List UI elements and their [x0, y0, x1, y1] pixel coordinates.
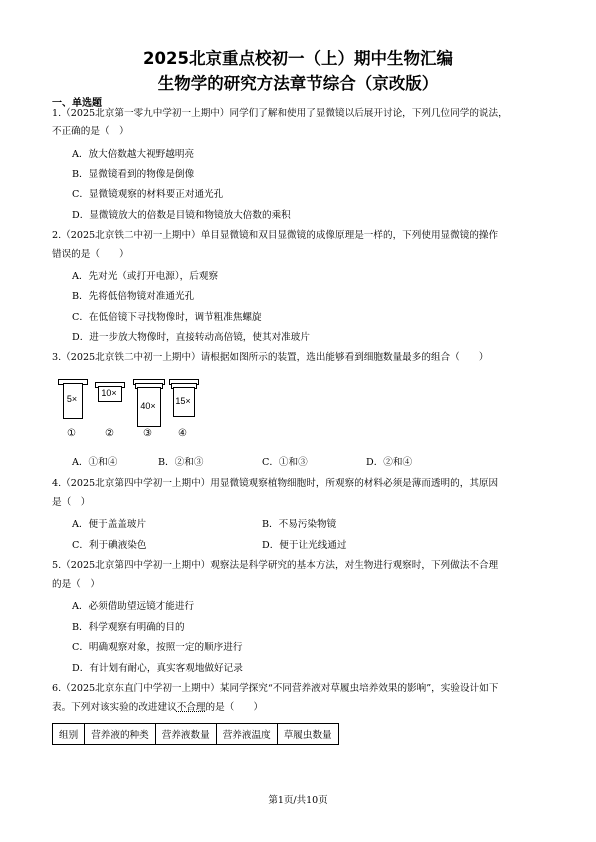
question-1-text: 1.（2025北京第一零九中学初一上期中）同学们了解和使用了显微镜以后展开讨论，下列几位同学的说法， — [52, 108, 508, 119]
question-3-option-b: B．②和③ — [158, 457, 204, 468]
section-heading: 一、单选题 — [52, 98, 102, 109]
question-6-text-end: 的是（ ） — [205, 702, 264, 713]
table-header-row — [53, 724, 339, 745]
table-header-cell: 组别 — [53, 724, 85, 745]
table-header-cell: 草履虫数量 — [277, 724, 338, 745]
question-4-option-c: C．利于碘液染色 — [72, 540, 147, 551]
figure-label-1: ① — [67, 428, 76, 439]
lens-label-1: 5× — [66, 394, 78, 404]
question-4-text: 4.（2025北京第四中学初一上期中）用显微镜观察植物细胞时，所观察的材料必须是薄而透明的，其原因 — [52, 478, 499, 489]
question-4-option-b: B．不易污染物镜 — [262, 519, 337, 530]
lens-label-3: 40× — [140, 401, 156, 411]
lens-label-2: 10× — [101, 388, 117, 398]
question-5-text: 5.（2025北京第四中学初一上期中）观察法是科学研究的基本方法，对生物进行观察时，下列做法不合理 — [52, 560, 499, 571]
table-header-cell: 营养液温度 — [216, 724, 277, 745]
question-2-option-b: B．先将低倍物镜对准通光孔 — [72, 291, 195, 302]
question-5-option-b: B．科学观察有明确的目的 — [72, 622, 185, 633]
question-1-text-cont: 不正确的是（ ） — [52, 126, 129, 137]
question-2-text: 2.（2025北京铁二中初一上期中）单目显微镜和双目显微镜的成像原理是一样的，下列使用显微镜的操作 — [52, 230, 499, 241]
question-2-text-cont: 错误的是（ ） — [52, 249, 129, 260]
question-1-option-a: A．放大倍数越大视野越明亮 — [72, 149, 195, 160]
question-4-option-d: D．便于让光线通过 — [262, 540, 347, 551]
question-2-option-c: C．在低倍镜下寻找物像时，调节粗准焦螺旋 — [72, 312, 262, 323]
question-1-option-d: D．显微镜放大的倍数是目镜和物镜放大倍数的乘积 — [72, 210, 291, 221]
question-1-option-c: C．显微镜观察的材料要正对通光孔 — [72, 189, 224, 200]
question-5-text-cont: 的是（ ） — [52, 579, 100, 590]
question-6-text-cont — [52, 702, 263, 714]
figure-label-2: ② — [105, 428, 114, 439]
question-1-option-b: B．显微镜看到的物像是倒像 — [72, 169, 195, 180]
question-5-option-d: D．有计划有耐心，真实客观地做好记录 — [72, 663, 243, 674]
question-3-option-d: D．②和④ — [366, 457, 413, 468]
question-3-text: 3.（2025北京铁二中初一上期中）请根据如图所示的装置，选出能够看到细胞数量最多的组合（ ） — [52, 352, 489, 363]
question-6-emphasis: 不合理 — [176, 702, 206, 713]
page-subtitle: 生物学的研究方法章节综合（京改版） — [157, 74, 439, 93]
figure-label-3: ③ — [143, 428, 152, 439]
experiment-table — [52, 723, 339, 745]
question-4-text-cont: 是（ ） — [52, 497, 91, 508]
question-3-option-a: A．①和④ — [72, 457, 118, 468]
question-2-option-d: D．进一步放大物像时，直接转动高倍镜，使其对准玻片 — [72, 332, 310, 343]
lens-label-4: 15× — [175, 396, 191, 406]
table-header-cell: 营养液数量 — [155, 724, 216, 745]
table-header-cell: 营养液的种类 — [85, 724, 156, 745]
question-3-option-c: C．①和③ — [262, 457, 308, 468]
page-title: 2025北京重点校初一（上）期中生物汇编 — [143, 49, 453, 68]
question-6-text: 6.（2025北京东直门中学初一上期中）某同学探究“不同营养液对草履虫培养效果的影响”，实验设计如下 — [52, 683, 499, 694]
question-6-text-part: 表。下列对该实验的改进建议 — [52, 702, 177, 713]
figure-label-4: ④ — [178, 428, 187, 439]
question-5-option-a: A．必须借助望远镜才能进行 — [72, 601, 195, 612]
page-footer: 第1页/共10页 — [268, 795, 328, 806]
question-2-option-a: A．先对光（或打开电源），后观察 — [72, 271, 219, 282]
question-5-option-c: C．明确观察对象，按照一定的顺序进行 — [72, 642, 243, 653]
question-4-option-a: A．便于盖盖玻片 — [72, 519, 147, 530]
